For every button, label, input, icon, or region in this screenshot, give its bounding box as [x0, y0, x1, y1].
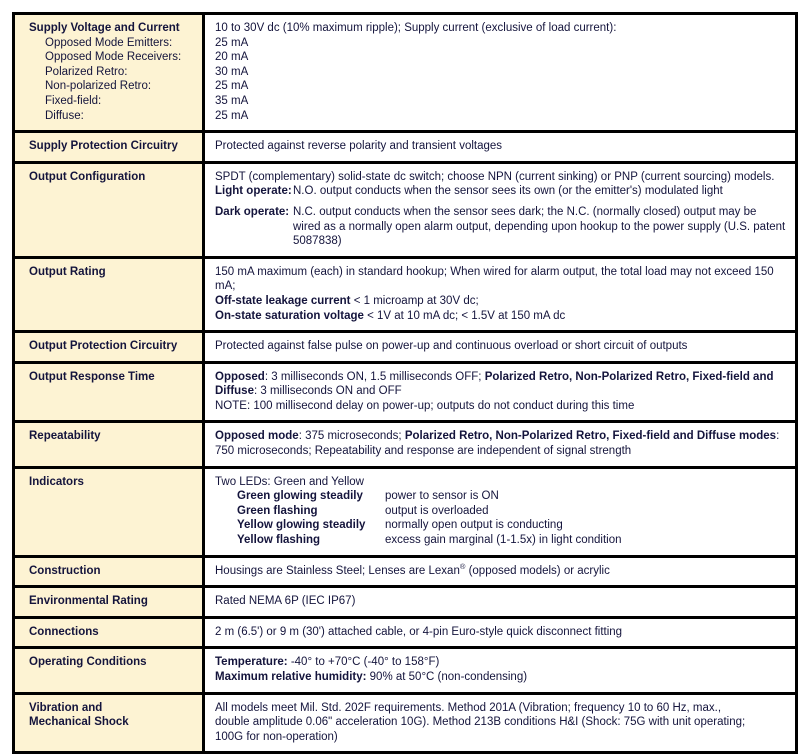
- registered-mark-icon: ®: [459, 561, 466, 571]
- value-text: -40° to +70°C (-40° to 158°F): [287, 656, 440, 669]
- table-row: [15, 164, 795, 259]
- specification-table: [12, 12, 798, 754]
- indicator-description: output is overloaded: [385, 504, 489, 517]
- table-row: [15, 133, 795, 164]
- row-label-indicators: [15, 469, 205, 555]
- indicator-term: Yellow glowing steadily: [237, 519, 366, 532]
- value-line: Rated NEMA 6P (IEC IP67): [215, 595, 356, 608]
- row-label-output-response-time: [15, 364, 205, 421]
- row-label-vibration-and-mechanical-shock: [15, 695, 205, 752]
- value-line: [215, 429, 787, 458]
- row-value-output-configuration: [205, 164, 795, 256]
- row-label-operating-conditions: [15, 649, 205, 691]
- table-row: [15, 695, 795, 752]
- row-label-connections: [15, 619, 205, 647]
- row-label-text: Connections: [29, 625, 99, 638]
- row-label-supply-protection-circuitry: [15, 133, 205, 161]
- value-line: 30 mA: [215, 65, 249, 78]
- value-line: 20 mA: [215, 51, 249, 64]
- row-label-text: Output Configuration: [29, 170, 146, 183]
- value-line: 10 to 30V dc (10% maximum ripple); Supply current (exclusive of load current):: [215, 22, 617, 34]
- definition-dark-operate: [215, 205, 787, 249]
- value-emphasis: Opposed: [215, 370, 265, 383]
- row-label-output-rating: [15, 259, 205, 330]
- row-label-text: Supply Voltage and Current: [29, 22, 180, 34]
- indicator-term: Green flashing: [237, 504, 318, 517]
- sub-label-non-polarized-retro: Non-polarized Retro:: [45, 80, 152, 93]
- row-label-text: Supply Protection Circuitry: [29, 140, 178, 153]
- sub-label-fixed-field: Fixed-field:: [45, 94, 102, 107]
- value-text: : 750 microseconds; Repeatability and response are independent of signal strength: [215, 430, 780, 458]
- row-value-output-protection-circuitry: [205, 333, 795, 361]
- value-text: (opposed models) or acrylic: [465, 564, 610, 577]
- indicator-description: normally open output is conducting: [385, 519, 563, 532]
- row-value-indicators: [205, 469, 795, 555]
- sub-label-diffuse: Diffuse:: [45, 109, 84, 122]
- value-line: Protected against reverse polarity and transient voltages: [215, 140, 503, 153]
- indicator-description: excess gain marginal (1-1.5x) in light condition: [385, 534, 622, 547]
- row-label-construction: [15, 558, 205, 586]
- value-text: : 3 milliseconds ON and OFF: [253, 385, 402, 398]
- row-label-output-configuration: [15, 164, 205, 256]
- value-text: < 1 microamp at 30V dc;: [350, 294, 479, 307]
- value-line: double amplitude 0.06" acceleration 10G). Method 213B conditions H&I (Shock: 75G with unit operating;: [215, 716, 746, 729]
- definition-light-operate: [215, 184, 787, 199]
- row-value-vibration-and-mechanical-shock: [205, 695, 795, 752]
- value-line: [215, 670, 787, 685]
- value-line: [215, 370, 787, 399]
- row-label-repeatability: [15, 423, 205, 465]
- indicator-yellow-flashing: [215, 533, 787, 548]
- table-row: [15, 469, 795, 558]
- definition-term: Light operate:: [215, 185, 292, 198]
- value-line: All models meet Mil. Std. 202F requirements. Method 201A (Vibration; frequency 10 to 60 Hz, max.,: [215, 701, 722, 714]
- row-value-construction: [205, 558, 795, 586]
- row-value-supply-protection-circuitry: [205, 133, 795, 161]
- value-line: 150 mA maximum (each) in standard hookup; When wired for alarm output, the total load may not exceed 150 mA;: [215, 265, 774, 293]
- value-line: [215, 561, 787, 579]
- row-label-text: Output Protection Circuitry: [29, 340, 178, 353]
- sub-label-polarized-retro: Polarized Retro:: [45, 65, 128, 78]
- value-line: [215, 655, 787, 670]
- row-label-text: Output Response Time: [29, 370, 155, 383]
- value-text: < 1V at 10 mA dc; < 1.5V at 150 mA dc: [363, 309, 566, 322]
- value-line: 35 mA: [215, 94, 249, 107]
- row-value-environmental-rating: [205, 588, 795, 616]
- table-row: [15, 15, 795, 133]
- value-line: 100G for non-operation): [215, 730, 338, 743]
- value-line: [215, 309, 787, 324]
- value-emphasis: Opposed mode: [215, 430, 299, 443]
- value-intro: Two LEDs: Green and Yellow: [215, 475, 364, 488]
- indicator-term: Green glowing steadily: [237, 490, 363, 503]
- value-line: 25 mA: [215, 36, 249, 49]
- table-row: [15, 619, 795, 650]
- value-line: 25 mA: [215, 80, 249, 93]
- value-note: NOTE: 100 millisecond delay on power-up; outputs do not conduct during this time: [215, 399, 635, 412]
- table-row: [15, 558, 795, 589]
- indicator-yellow-glowing-steadily: [215, 518, 787, 533]
- row-value-output-response-time: [205, 364, 795, 421]
- sub-label-opposed-mode-receivers: Opposed Mode Receivers:: [45, 51, 182, 64]
- value-intro: SPDT (complementary) solid-state dc switch; choose NPN (current sinking) or PNP (current sourcing) models.: [215, 170, 775, 183]
- value-line: 25 mA: [215, 109, 249, 122]
- row-label-text: Indicators: [29, 475, 84, 488]
- row-label-text: Operating Conditions: [29, 656, 147, 669]
- row-label-text: Environmental Rating: [29, 595, 148, 608]
- row-value-supply-voltage-and-current: [205, 15, 795, 130]
- value-line: Protected against false pulse on power-up and continuous overload or short circuit of outputs: [215, 340, 688, 353]
- table-row: [15, 423, 795, 468]
- indicator-description: power to sensor is ON: [385, 490, 499, 503]
- table-row: [15, 649, 795, 694]
- row-label-text: Repeatability: [29, 430, 101, 443]
- table-row: [15, 364, 795, 424]
- row-label-text: Vibration and: [29, 701, 103, 714]
- row-value-operating-conditions: [205, 649, 795, 691]
- value-text: : 375 microseconds;: [298, 430, 405, 443]
- table-row: [15, 588, 795, 619]
- row-label-supply-voltage-and-current: [15, 15, 205, 130]
- row-value-repeatability: [205, 423, 795, 465]
- row-label-text: Construction: [29, 564, 101, 577]
- value-text: : 3 milliseconds ON, 1.5 milliseconds OFF;: [264, 370, 485, 383]
- definition-description: N.O. output conducts when the sensor sees its own (or the emitter's) modulated light: [293, 185, 723, 198]
- table-row: [15, 333, 795, 364]
- row-label-environmental-rating: [15, 588, 205, 616]
- row-value-connections: [205, 619, 795, 647]
- row-value-output-rating: [205, 259, 795, 330]
- value-emphasis: Temperature:: [215, 656, 288, 669]
- value-emphasis: Polarized Retro, Non-Polarized Retro, Fixed-field and Diffuse: [215, 370, 774, 398]
- definition-term: Dark operate:: [215, 205, 290, 218]
- value-line: [215, 294, 787, 309]
- indicator-green-glowing-steadily: [215, 489, 787, 504]
- value-line: 2 m (6.5') or 9 m (30') attached cable, or 4-pin Euro-style quick disconnect fitting: [215, 625, 623, 638]
- row-label-output-protection-circuitry: [15, 333, 205, 361]
- value-emphasis: Maximum relative humidity:: [215, 671, 367, 683]
- value-text: Housings are Stainless Steel; Lenses are Lexan: [215, 564, 460, 577]
- indicator-green-flashing: [215, 504, 787, 519]
- value-emphasis: On-state saturation voltage: [215, 309, 364, 322]
- indicator-term: Yellow flashing: [237, 534, 321, 547]
- row-label-text: Output Rating: [29, 265, 106, 278]
- table-row: [15, 259, 795, 333]
- sub-label-opposed-mode-emitters: Opposed Mode Emitters:: [45, 36, 173, 49]
- value-emphasis: Polarized Retro, Non-Polarized Retro, Fixed-field and Diffuse modes: [404, 430, 777, 443]
- row-label-text: Mechanical Shock: [29, 716, 129, 729]
- definition-description: N.C. output conducts when the sensor sees dark; the N.C. (normally closed) output may be wired as a normally open alarm output, depending upon hookup to the power supply (U.S. patent 5087838): [293, 205, 786, 248]
- value-text: 90% at 50°C (non-condensing): [366, 671, 528, 683]
- value-emphasis: Off-state leakage current: [215, 294, 351, 307]
